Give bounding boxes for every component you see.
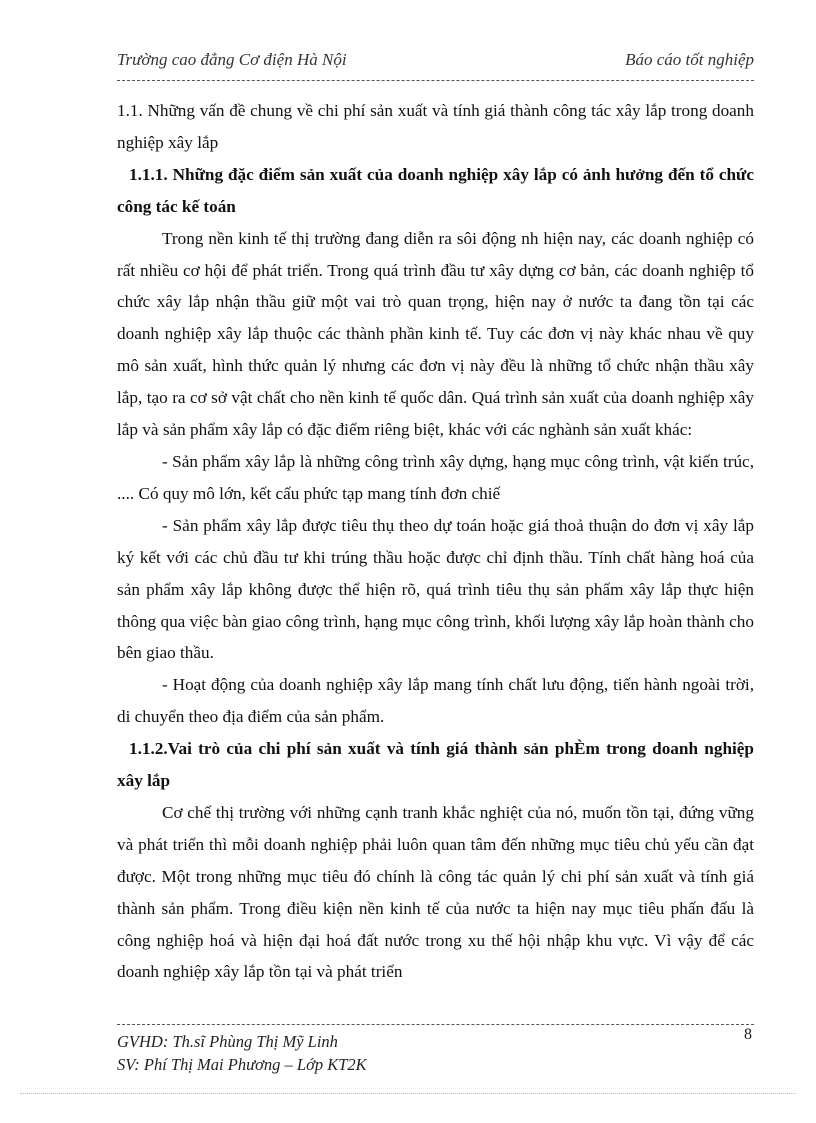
paragraph-1: Trong nền kinh tế thị trường đang diễn ra sôi động nh hiện nay, các doanh nghiệp có rất nhiều cơ hội để phát triển. Trong quá trình đầu tư xây dựng cơ bản, các doanh nghiệp tổ chức xây lắp nhận thầu giữ một vai trò quan trọng, hiện nay ở nước ta đang tồn tại các doanh nghiệp xây lắp thuộc các thành phần kinh tế. Tuy các đơn vị này khác nhau về quy mô sản xuất, hình thức quản lý nhưng các đơn vị này đều là những tổ chức nhận thầu xây lắp, tạo ra cơ sở vật chất cho nền kinh tế quốc dân. Quá trình sản xuất của doanh nghiệp xây lắp và sản phẩm xây lắp có đặc điểm riêng biệt, khác với các nghành sản xuất khác: (117, 228, 754, 440)
header-rule (117, 80, 754, 81)
section-1-1-1-heading: 1.1.1. Những đặc điểm sản xuất của doanh nghiệp xây lắp có ảnh hưởng đến tổ chức công tác kế toán (117, 164, 754, 216)
section-1-1-2-heading: 1.1.2.Vai trò của chi phí sản xuất và tính giá thành sản phÈm trong doanh nghiệp xây lắp (117, 739, 754, 791)
bullet-2: - Sản phẩm xây lắp được tiêu thụ theo dự toán hoặc giá thoả thuận do đơn vị xây lắp ký kết với các chủ đầu tư khi trúng thầu hoặc được chỉ định thầu. Tính chất hàng hoá của sản phẩm xây lắp không được thể hiện rõ, quá trình tiêu thụ sản phẩm xây lắp thực hiện thông qua việc bàn giao công trình, hạng mục công trình, khối lượng xây lắp hoàn thành cho bên giao thầu. (117, 515, 754, 663)
page-body (117, 95, 754, 988)
bullet-1: - Sản phẩm xây lắp là những công trình xây dựng, hạng mục công trình, vật kiến trúc, .... Có quy mô lớn, kết cấu phức tạp mang tính đơn chiế (117, 451, 754, 503)
footer-rule (117, 1024, 754, 1025)
page-bottom-border (20, 1093, 796, 1094)
section-1-1-heading: 1.1. Những vấn đề chung về chi phí sản xuất và tính giá thành công tác xây lắp trong doanh nghiệp xây lắp (117, 101, 754, 152)
student-line: SV: Phí Thị Mai Phương – Lớp KT2K (117, 1055, 367, 1074)
page-number: 8 (744, 1026, 752, 1043)
page-header (117, 48, 754, 78)
report-title: Báo cáo tốt nghiệp (625, 50, 754, 69)
supervisor-line: GVHD: Th.sĩ Phùng Thị Mỹ Linh (117, 1032, 338, 1051)
paragraph-2: Cơ chế thị trường với những cạnh tranh khắc nghiệt của nó, muốn tồn tại, đứng vững và phát triển thì mỗi doanh nghiệp phải luôn quan tâm đến những mục tiêu chủ yếu cần đạt được. Một trong những mục tiêu đó chính là công tác quản lý chi phí sản xuất và tính giá thành sản phẩm. Trong điều kiện nền kinh tế của nước ta hiện nay mục tiêu phấn đấu là công nghiệp hoá và hiện đại hoá đất nước trong xu thế hội nhập khu vực. Vì vậy để các doanh nghiệp xây lắp tồn tại và phát triển (117, 802, 754, 982)
school-name: Trường cao đẳng Cơ điện Hà Nội (117, 50, 347, 69)
page-footer (117, 1030, 367, 1076)
bullet-3: - Hoạt động của doanh nghiệp xây lắp mang tính chất lưu động, tiến hành ngoài trời, di chuyển theo địa điểm của sản phẩm. (117, 675, 754, 727)
